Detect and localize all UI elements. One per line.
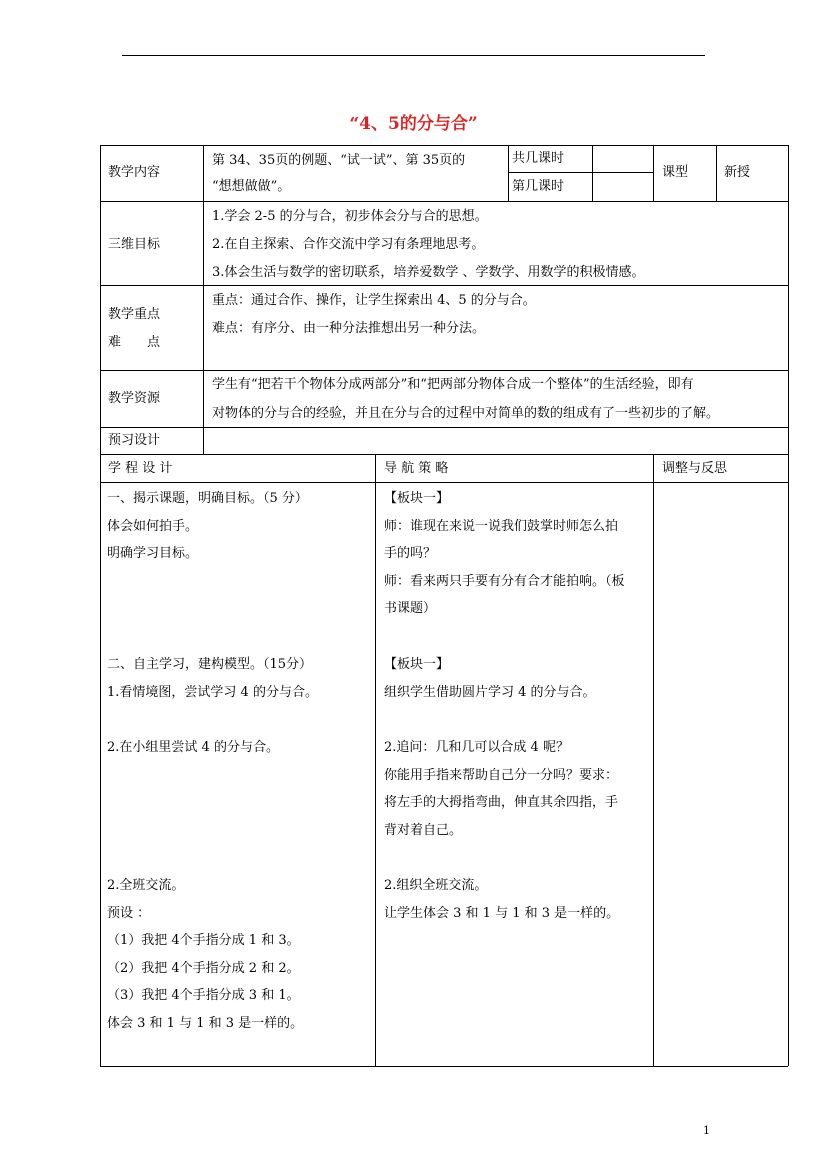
- total-periods-label: 共几课时: [512, 151, 565, 166]
- page-number: 1: [703, 1124, 710, 1137]
- goal-item: 1.学会 2-5 的分与合，初步体会分与合的思想。: [212, 209, 488, 224]
- list-item: 背对着自己。: [384, 822, 463, 838]
- resources-label: 教学资源: [108, 391, 161, 406]
- resources-line: 对物体的分与合的经验，并且在分与合的过程中对简单的数的组成有了一些初步的了解。: [212, 406, 720, 421]
- goals-label: 三维目标: [108, 237, 161, 252]
- guide-section-1: [384, 485, 650, 623]
- lesson-type-label: 课型: [662, 165, 689, 180]
- goal-item: 2.在自主探索、合作交流中学习有条理地思考。: [212, 237, 485, 252]
- which-period-label: 第几课时: [512, 179, 565, 194]
- difficulty-label: 难 点: [108, 335, 161, 350]
- lesson-type-value: 新授: [724, 165, 751, 180]
- list-item: 师：谁现在来说一说我们鼓掌时师怎么拍: [384, 518, 619, 534]
- content-text-line1: 第 34、35页的例题、“试一试”、第 35页的: [212, 153, 466, 168]
- list-item: （2）我把 4个手指分成 2 和 2。: [107, 960, 300, 976]
- list-item: 体会如何拍手。: [107, 518, 199, 534]
- preview-label: 预习设计: [108, 433, 161, 448]
- learning-section-3: [107, 734, 372, 762]
- column-reflection: 调整与反思: [662, 461, 728, 476]
- list-item: （3）我把 4个手指分成 3 和 1。: [107, 988, 300, 1003]
- list-item: 师：看来两只手要有分有合才能拍响。（板: [384, 573, 625, 589]
- focus-label: 教学重点: [108, 307, 161, 322]
- learning-section-1: [107, 485, 372, 568]
- list-item: 2.追问：几和几可以合成 4 呢？: [384, 740, 569, 755]
- list-item: 一、揭示课题，明确目标。（5 分）: [107, 491, 308, 506]
- list-item: 书课题）: [384, 601, 437, 616]
- list-item: 2.在小组里尝试 4 的分与合。: [107, 740, 279, 755]
- resources-line: 学生有“把若干个物体分成两部分”和“把两部分物体合成一个整体”的生活经验，即有: [212, 377, 694, 392]
- list-item: 让学生体会 3 和 1 与 1 和 3 是一样的。: [384, 905, 620, 921]
- list-item: 将左手的大拇指弯曲，伸直其余四指，手: [384, 795, 619, 810]
- header-rule: [122, 55, 705, 56]
- list-item: （1）我把 4个手指分成 1 和 3。: [107, 933, 300, 948]
- list-item: 预设 ：: [107, 905, 151, 921]
- content-text-line2: “想想做做”。: [212, 179, 291, 194]
- list-item: 明确学习目标。: [107, 546, 199, 561]
- list-item: 【板块一】: [384, 491, 450, 506]
- list-item: 2.组织全班交流。: [384, 878, 488, 893]
- list-item: 二、自主学习，建构模型。（15分）: [107, 657, 313, 672]
- difficult-point: 难点：有序分、由一种分法推想出另一种分法。: [212, 321, 486, 336]
- list-item: 2.全班交流。: [107, 878, 185, 893]
- page-title: “4、5的分与合”: [349, 114, 478, 134]
- list-item: 体会 3 和 1 与 1 和 3 是一样的。: [107, 1015, 304, 1031]
- guide-section-3: [384, 734, 650, 844]
- list-item: 手的吗？: [384, 546, 437, 561]
- content-label: 教学内容: [108, 165, 161, 180]
- goal-item: 3.体会生活与数学的密切联系，培养爱数学 、学数学、用数学的积极情感。: [212, 265, 645, 280]
- guide-section-2: [384, 651, 650, 706]
- list-item: 【板块一】: [384, 657, 450, 672]
- learning-section-4: [107, 872, 372, 1037]
- guide-section-4: [384, 872, 650, 927]
- list-item: 1.看情境图，尝试学习 4 的分与合。: [107, 684, 318, 700]
- key-point: 重点：通过合作、操作，让学生探索出 4、5 的分与合。: [212, 293, 536, 308]
- list-item: 你能用手指来帮助自己分一分吗？要求：: [384, 767, 619, 783]
- column-guide: 导 航 策 略: [384, 461, 449, 476]
- list-item: 组织学生借助圆片学习 4 的分与合。: [384, 684, 596, 700]
- learning-section-2: [107, 651, 372, 706]
- column-learning: 学 程 设 计: [108, 461, 173, 476]
